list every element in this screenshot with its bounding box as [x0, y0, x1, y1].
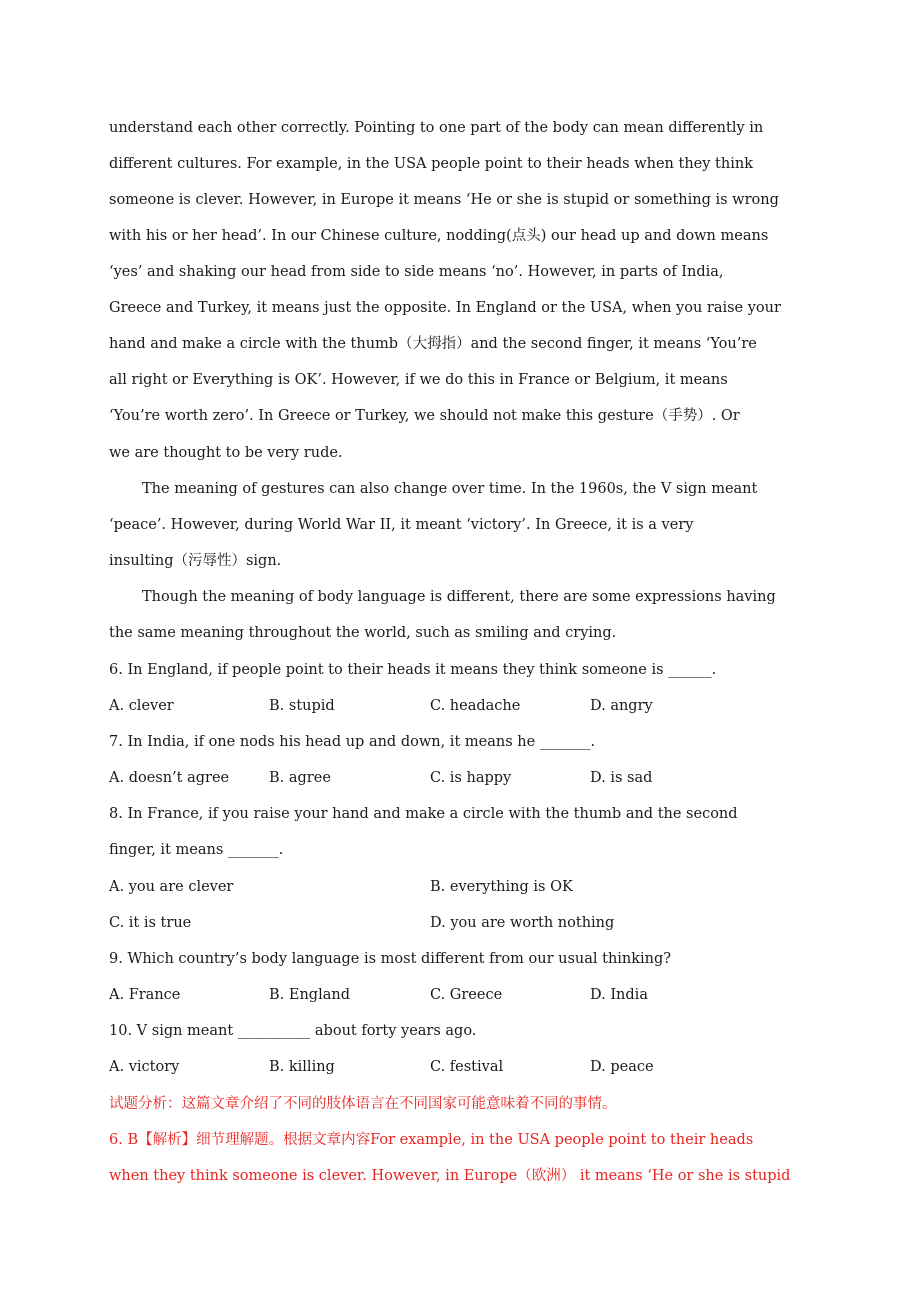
passage-line: hand and make a circle with the thumb（大拇指）and the second finger, it means ‘You’re [109, 336, 757, 352]
option-b: B. England [269, 987, 350, 1003]
option-b: B. everything is OK [430, 879, 573, 895]
option-c: C. it is true [109, 915, 192, 931]
passage-line: The meaning of gestures can also change over time. In the 1960s, the V sign meant [142, 481, 758, 497]
passage-line: all right or Everything is OK’. However, if we do this in France or Belgium, it means [109, 372, 728, 388]
question-stem: 8. In France, if you raise your hand and make a circle with the thumb and the second [109, 806, 738, 822]
analysis-q6-line: 6. B【解析】细节理解题。根据文章内容For example, in the USA people point to their heads [109, 1132, 754, 1148]
option-c: C. festival [430, 1059, 504, 1075]
passage-line: the same meaning throughout the world, such as smiling and crying. [109, 625, 617, 641]
option-c: C. Greece [430, 987, 503, 1003]
question-stem: 9. Which country’s body language is most different from our usual thinking? [109, 951, 672, 967]
question-stem: 10. V sign meant __________ about forty years ago. [109, 1023, 477, 1039]
option-d: D. you are worth nothing [430, 915, 615, 931]
passage-line: someone is clever. However, in Europe it means ‘He or she is stupid or something is wrong [109, 192, 779, 208]
option-d: D. India [590, 987, 648, 1003]
passage-line: different cultures. For example, in the USA people point to their heads when they think [109, 156, 753, 172]
option-a: A. victory [109, 1059, 180, 1075]
question-stem: 7. In India, if one nods his head up and down, it means he _______. [109, 734, 596, 750]
passage-line: insulting（污辱性）sign. [109, 553, 282, 569]
passage-line: understand each other correctly. Pointing to one part of the body can mean differently in [109, 120, 764, 136]
analysis-summary: 试题分析：这篇文章介绍了不同的肢体语言在不同国家可能意味着不同的事情。 [109, 1096, 617, 1112]
option-d: D. angry [590, 698, 653, 714]
analysis-q6-line: when they think someone is clever. However, in Europe（欧洲） it means ‘He or she is stupid [109, 1168, 791, 1184]
option-b: B. agree [269, 770, 331, 786]
passage-line: Though the meaning of body language is different, there are some expressions having [142, 589, 776, 605]
option-a: A. you are clever [109, 879, 234, 895]
passage-line: ‘yes’ and shaking our head from side to side means ‘no’. However, in parts of India, [109, 264, 724, 280]
option-a: A. doesn’t agree [109, 770, 230, 786]
option-b: B. killing [269, 1059, 335, 1075]
option-c: C. headache [430, 698, 521, 714]
option-d: D. is sad [590, 770, 653, 786]
passage-line: with his or her head’. In our Chinese culture, nodding(点头) our head up and down means [109, 228, 769, 244]
question-stem: 6. In England, if people point to their heads it means they think someone is ______. [109, 662, 717, 678]
option-d: D. peace [590, 1059, 654, 1075]
question-stem: finger, it means _______. [109, 842, 284, 858]
passage-line: ‘peace’. However, during World War II, it meant ‘victory’. In Greece, it is a very [109, 517, 694, 533]
option-a: A. France [109, 987, 181, 1003]
passage-line: ‘You’re worth zero’. In Greece or Turkey, we should not make this gesture（手势）. Or [109, 408, 740, 424]
option-c: C. is happy [430, 770, 512, 786]
passage-line: we are thought to be very rude. [109, 445, 343, 461]
option-a: A. clever [109, 698, 174, 714]
passage-line: Greece and Turkey, it means just the opposite. In England or the USA, when you raise your [109, 300, 781, 316]
option-b: B. stupid [269, 698, 335, 714]
